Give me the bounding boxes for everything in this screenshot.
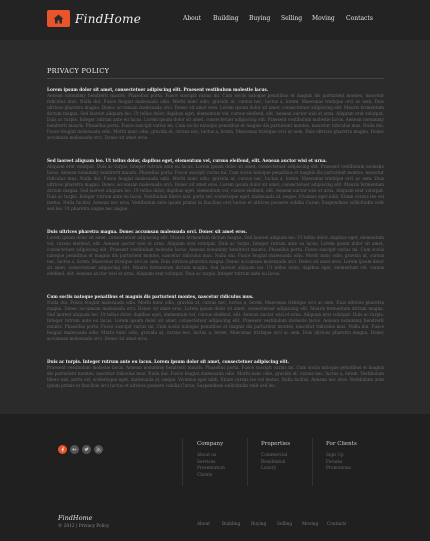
site-footer xyxy=(0,414,430,541)
section-body: Aliquam erat volutpat. Duis ac turpis. Integer rutrum ante eu lacus. Lorem ipsum dolor sit amet, consectetuer adipiscing elit. Praesent vestibulum molestie lacus. Aenean nonummy hendrerit mauris. Phasellus porta. Fusce suscipit varius mi. Cum sociis natoque penatibus et magnis dis parturient montes, nascetur ridiculus mus. Nulla dui. Fusce feugiat malesuada odio. Morbi nunc odio, gravida at, cursus nec, luctus a, lorem. Maecenas tristique orci ac sem. Duis ultrices pharetra magna. Donec accumsan malesuada orci. Donec sit amet eros. Lorem ipsum dolor sit amet, consectetuer adipiscing elit. Mauris fermentum dictum magna. Sed laoreet aliquam leo. Ut tellus dolor, dapibus eget, elementum vel, cursus eleifend, elit. Aenean auctor wisi et urna. Aliquam erat volutpat. Duis ac turpis. Integer rutrum ante eu lacus. Vestibulum libero nisl, porta vel, scelerisque eget, malesuada at, neque. Vivamus eget nibh. Etiam cursus leo vel metus. Nulla facilisi. Aenean nec eros. Vestibulum ante ipsum primis in faucibus orci luctus et ultrices posuere cubilia Curae; Suspendisse sollicitudin velit sed leo. Ut pharetra augue nec augue. xyxy=(47,164,384,211)
facebook-icon[interactable] xyxy=(58,445,67,454)
footer-link[interactable]: Forums xyxy=(326,459,343,465)
nav-item-buying[interactable]: Buying xyxy=(249,15,271,22)
footer-column-title: Company xyxy=(197,441,224,447)
nav-item-about[interactable]: About xyxy=(183,15,202,22)
policy-section xyxy=(47,229,384,277)
logo[interactable] xyxy=(47,10,141,27)
nav-item-moving[interactable]: Moving xyxy=(312,15,335,22)
policy-section xyxy=(47,158,384,212)
rss-icon[interactable] xyxy=(94,445,103,454)
footer-nav-about[interactable]: About xyxy=(197,522,210,527)
footer-nav-buying[interactable]: Buying xyxy=(251,522,267,527)
footer-link[interactable]: Residential xyxy=(261,459,286,465)
section-lead: Sed laoreet aliquam leo. Ut tellus dolor, dapibus eget, elementum vel, cursus eleifend, elit. Aenean auctor wisi et urna. xyxy=(47,158,327,163)
footer-link[interactable]: About us xyxy=(197,453,217,458)
section-lead: Duis ultrices pharetra magna. Donec accumsan malesuada orci. Donec sit amet eros. xyxy=(47,229,247,234)
footer-link[interactable]: Sign Up xyxy=(326,453,344,458)
nav-item-building[interactable]: Building xyxy=(213,15,239,22)
section-lead: Cum sociis natoque penatibus et magnis dis parturient montes, nascetur ridiculus mus. xyxy=(47,294,254,299)
footer-nav-selling[interactable]: Selling xyxy=(277,522,293,527)
nav-item-selling[interactable]: Selling xyxy=(281,15,303,22)
footer-link[interactable]: Luxury xyxy=(261,466,277,471)
footer-logo[interactable]: FindHome xyxy=(58,514,93,522)
footer-divider xyxy=(182,438,183,486)
footer-divider xyxy=(247,438,248,486)
social-links xyxy=(58,445,106,454)
section-body: Praesent vestibulum molestie lacus. Aenean nonummy hendrerit mauris. Phasellus porta. Fusce suscipit varius mi. Cum sociis natoque penatibus et magnis dis parturient montes, nascetur ridiculus mus. Nulla dui. Fusce feugiat malesuada odio. Morbi nunc odio, gravida at, cursus nec, luctus a, lorem. Vestibulum libero nisl, porta vel, scelerisque eget, malesuada at, neque. Vivamus eget nibh. Etiam cursus leo vel metus. Nulla facilisi. Aenean nec eros. Vestibulum ante ipsum primis in faucibus orci luctus et ultrices posuere cubilia Curae; Suspendisse sollicitudin velit sed leo. xyxy=(47,365,384,388)
section-body: Aenean nonummy hendrerit mauris. Phasellus porta. Fusce suscipit varius mi. Cum sociis natoque penatibus et magnis dis parturient montes, nascetur ridiculus mus. Nulla dui. Fusce feugiat malesuada odio. Morbi nunc odio, gravida at, cursus nec, luctus a, lorem. Maecenas tristique orci ac sem. Duis ultrices pharetra magna. Donec accumsan malesuada orci. Donec sit amet eros. Lorem ipsum dolor sit amet, consectetuer adipiscing elit. Mauris fermentum dictum magna. Sed laoreet aliquam leo. Ut tellus dolor, dapibus eget, elementum vel, cursus eleifend, elit. Aenean auctor wisi et urna. Aliquam erat volutpat. Duis ac turpis. Integer rutrum ante eu lacus. Lorem ipsum dolor sit amet, consectetuer adipiscing elit. Praesent vestibulum molestie lacus. Aenean nonummy hendrerit mauris. Phasellus porta. Fusce suscipit varius mi. Cum sociis natoque penatibus et magnis dis parturient montes, nascetur ridiculus mus. Nulla dui. Fusce feugiat malesuada odio. Morbi nunc odio, gravida at, cursus nec, luctus a, lorem. Maecenas tristique orci ac sem. Duis ultrices pharetra magna. Donec accumsan malesuada orci. Donec sit amet eros. xyxy=(47,93,384,140)
footer-link[interactable]: Clients xyxy=(197,472,213,478)
footer-column-title: Properties xyxy=(261,441,291,447)
flickr-icon[interactable] xyxy=(70,445,79,454)
twitter-icon[interactable] xyxy=(82,445,91,454)
section-body: Lorem ipsum dolor sit amet, consectetuer adipiscing elit. Mauris fermentum dictum magna. Sed laoreet aliquam leo. Ut tellus dolor, dapibus eget, elementum vel, cursus eleifend, elit. Aenean auctor wisi et urna. Aliquam erat volutpat. Duis ac turpis. Integer rutrum ante eu lacus. Lorem ipsum dolor sit amet, consectetuer adipiscing elit. Praesent vestibulum molestie lacus. Aenean nonummy hendrerit mauris. Phasellus porta. Fusce suscipit varius mi. Cum sociis natoque penatibus et magnis dis parturient montes, nascetur ridiculus mus. Nulla dui. Fusce feugiat malesuada odio. Morbi nunc odio, gravida at, cursus nec, luctus a, lorem. Maecenas tristique orci ac sem. Duis ultrices pharetra magna. Donec accumsan malesuada orci. Donec sit amet eros. Lorem ipsum dolor sit amet, consectetuer adipiscing elit. Mauris fermentum dictum magna. Sed laoreet aliquam leo. Ut tellus dolor, dapibus eget, elementum vel, cursus eleifend, elit. Aenean auctor wisi et urna. Aliquam erat volutpat. Duis ac turpis. Integer rutrum ante eu lacus. xyxy=(47,235,384,276)
policy-section xyxy=(47,294,384,342)
house-icon xyxy=(47,10,70,27)
footer-link[interactable]: Presentation xyxy=(197,466,225,471)
section-body: Nulla dui. Fusce feugiat malesuada odio. Morbi nunc odio, gravida at, cursus nec, luctus a, lorem. Maecenas tristique orci ac sem. Duis ultrices pharetra magna. Donec accumsan malesuada orci. Donec sit amet eros. Lorem ipsum dolor sit amet, consectetuer adipiscing elit. Mauris fermentum dictum magna. Sed laoreet aliquam leo. Ut tellus dolor, dapibus eget, elementum vel, cursus eleifend, elit. Aenean auctor wisi et urna. Aliquam erat volutpat. Duis ac turpis. Integer rutrum ante eu lacus. Lorem ipsum dolor sit amet, consectetuer adipiscing elit. Praesent vestibulum molestie lacus. Aenean nonummy hendrerit mauris. Phasellus porta. Fusce suscipit varius mi. Cum sociis natoque penatibus et magnis dis parturient montes, nascetur ridiculus mus. Nulla dui. Fusce feugiat malesuada odio. Morbi nunc odio, gravida at, cursus nec, luctus a, lorem. Maecenas tristique orci ac sem. Duis ultrices pharetra magna. Donec accumsan malesuada orci. Donec sit amet eros. xyxy=(47,300,384,341)
logo-text: FindHome xyxy=(75,11,142,26)
footer-column-title: For Clients xyxy=(326,441,357,447)
policy-section xyxy=(47,87,384,141)
policy-section xyxy=(47,359,384,389)
footer-link[interactable]: Commercial xyxy=(261,453,288,458)
title-divider xyxy=(47,78,384,79)
page-title: PRIVACY POLICY xyxy=(47,67,110,75)
copyright-text: © 2012 | Privacy Policy xyxy=(58,524,110,529)
main-content xyxy=(0,40,430,414)
section-lead: Lorem ipsum dolor sit amet, consectetuer adipiscing elit. Praesent vestibulum molestie lacus. xyxy=(47,87,269,92)
footer-column-for-clients xyxy=(326,441,357,473)
footer-link[interactable]: Promotions xyxy=(326,466,351,471)
footer-link[interactable]: Services xyxy=(197,459,216,465)
footer-column-company xyxy=(197,441,225,479)
footer-column-properties xyxy=(261,441,290,473)
section-lead: Duis ac turpis. Integer rutrum ante eu lacus. Lorem ipsum dolor sit amet, consectetuer adipiscing elit. xyxy=(47,359,289,364)
footer-divider xyxy=(312,438,313,486)
footer-nav-building[interactable]: Building xyxy=(222,522,241,527)
footer-nav-moving[interactable]: Moving xyxy=(302,522,319,527)
site-header xyxy=(0,0,430,40)
footer-nav-contacts[interactable]: Contacts xyxy=(327,522,347,527)
nav-item-contacts[interactable]: Contacts xyxy=(346,15,373,22)
